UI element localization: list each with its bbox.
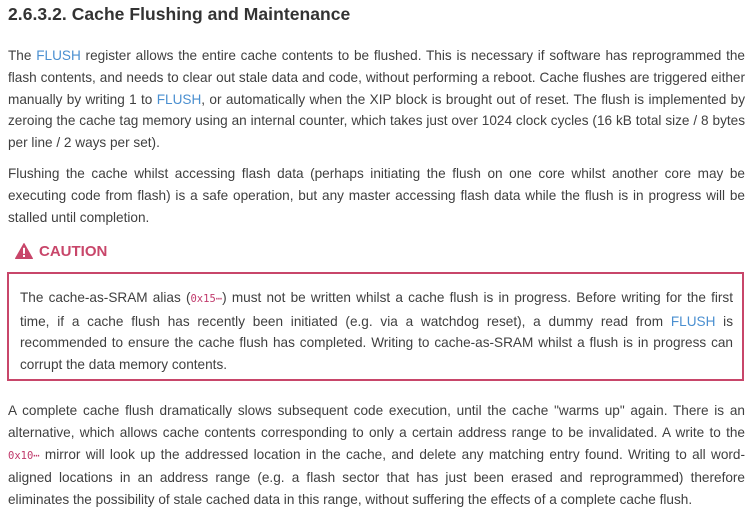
flush-register-link[interactable]: FLUSH xyxy=(156,91,202,107)
flush-register-link[interactable]: FLUSH xyxy=(670,313,716,329)
section-heading: 2.6.3.2. Cache Flushing and Maintenance xyxy=(8,4,351,24)
text-span: The xyxy=(8,48,37,63)
caution-label: CAUTION xyxy=(39,242,108,260)
caution-heading xyxy=(15,240,107,262)
text-span: is recommended to ensure the cache flush has completed. Writing to cache-as-SRAM whilst a flush is in progress can corrupt the data memory contents. xyxy=(20,313,734,372)
paragraph-flush-register xyxy=(8,45,745,154)
text-span: , or automatically when the XIP block is brought out of reset. The flush is implemented by zeroing the cache tag memory using an internal counter, which takes just over 1024 clock cycles (16 kB total size / 8 bytes per line / 2 ways per set). xyxy=(8,91,745,151)
warning-triangle-icon xyxy=(15,243,33,259)
caution-text xyxy=(20,287,733,375)
text-span: A complete cache flush dramatically slows subsequent code execution, until the cache "warms up" again. There is an alternative, which allows cache contents corresponding to only a certain address range to be invalidated. A write to the xyxy=(8,403,745,440)
text-span: ) must not be written whilst a cache flush is in progress. Before writing for the first time, if a cache flush has recently been initiated (e.g. via a watchdog reset), a dummy read from xyxy=(20,290,733,329)
flush-register-link[interactable]: FLUSH xyxy=(36,48,81,63)
text-span: register allows the entire cache contents to be flushed. This is necessary if software has reprogrammed the flash contents, and needs to clear out stale data and code, without performing a reboot. Cache flushes are triggered either manually by writing 1 to xyxy=(8,48,745,107)
text-span: The cache-as-SRAM alias ( xyxy=(20,290,191,305)
paragraph-invalidation xyxy=(8,400,745,511)
address-code: 0x10⋯ xyxy=(8,449,40,462)
caution-box xyxy=(7,272,744,381)
paragraph-flush-safety: Flushing the cache whilst accessing flash data (perhaps initiating the flush on one core whilst another core may be executing code from flash) is a safe operation, but any master accessing flash data while the flush is in progress will be stalled until completion. xyxy=(8,166,745,225)
text-span: mirror will look up the addressed location in the cache, and delete any matching entry found. Writing to all word-aligned locations in an address range (e.g. a flash sector that has just been erased and reprogrammed) therefore eliminates the possibility of stale cached data in this range, without suffering the effects of a complete cache flush. xyxy=(8,446,745,508)
address-code: 0x15⋯ xyxy=(190,293,223,305)
